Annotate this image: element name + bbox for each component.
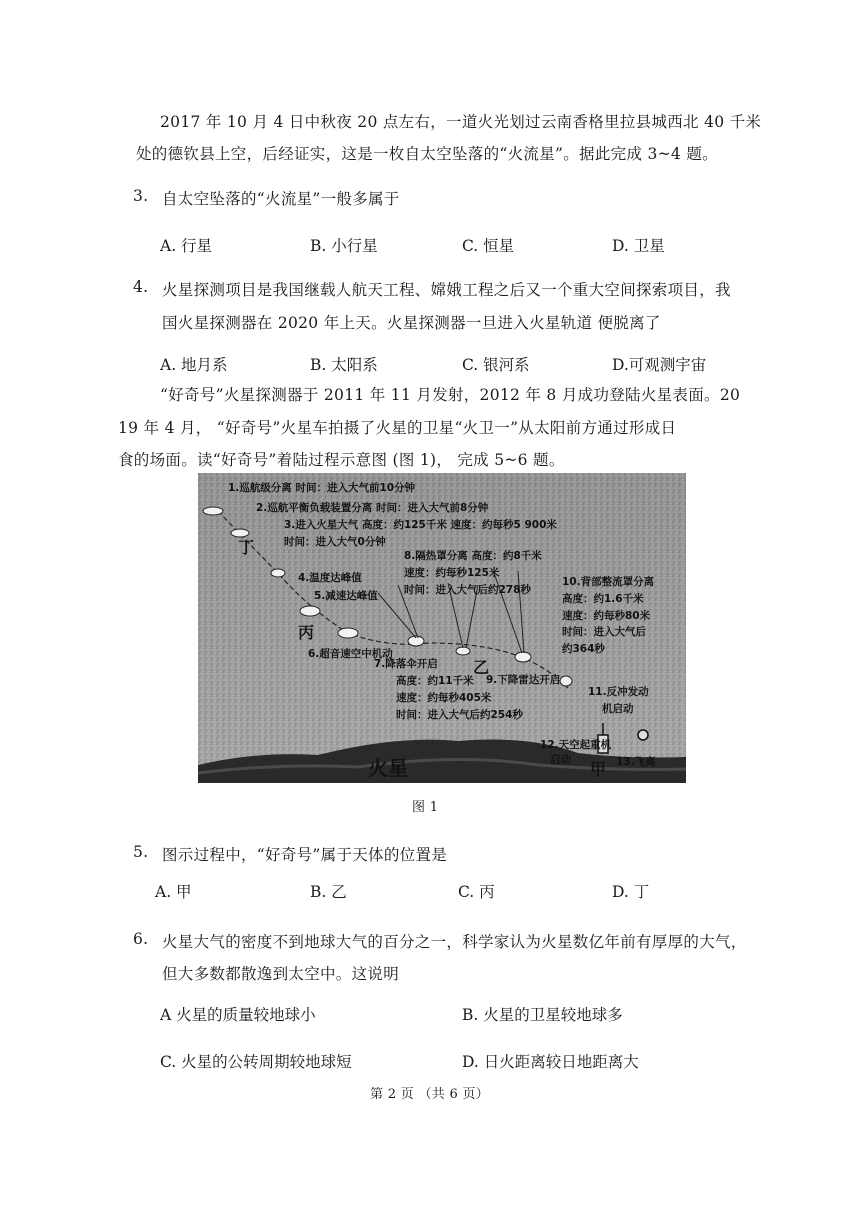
figure-step-label: 6.超音速空中机动 [308,648,393,660]
landing-process-figure [198,473,686,783]
figure-step-label: 11.反冲发动 [588,686,649,698]
figure-step-label: 2.巡航平衡负载装置分离 时间：进入大气前8分钟 [256,502,489,514]
figure-step-label: 时间：进入大气后约278秒 [404,584,531,596]
figure-step-label: 时间：进入大气后 [562,626,646,638]
figure-step-label: 10.背部整流罩分离 [562,576,655,588]
figure-step-label: 5.减速达峰值 [314,590,378,602]
q4-number: 4. [133,278,149,296]
q6-stem-line-1: 火星大气的密度不到地球大气的百分之一，科学家认为火星数亿年前有厚厚的大气， [162,933,747,951]
q3-stem: 自太空坠落的“火流星”一般多属于 [162,190,400,208]
q4-option-b: B. 太阳系 [310,356,378,374]
figure-step-label: 速度：约每秒125米 [404,567,500,579]
q5-stem: 图示过程中，“好奇号”属于天体的位置是 [162,846,448,864]
figure-step-label: 13.飞离 [616,756,656,768]
page-footer: 第 2 页 （共 6 页） [370,1087,490,1102]
figure-step-label: 约364秒 [562,643,605,655]
q6-option-d: D. 日火距离较日地距离大 [462,1053,639,1071]
q6-number: 6. [133,930,149,948]
q4-option-a: A. 地月系 [160,356,228,374]
figure-step-label: 高度：约11千米 [396,675,474,687]
figure-step-label: 时间：进入大气后约254秒 [396,709,523,721]
figure-step-label: 4.温度达峰值 [298,572,362,584]
figure-step-label: 9.下降雷达开启 [486,674,561,686]
q6-option-c: C. 火星的公转周期较地球短 [160,1053,352,1071]
figure-step-label: 8.隔热罩分离 高度：约8千米 [404,550,542,562]
planet-label: 火星 [368,756,408,780]
figure-step-label: 12.天空起重机 [540,739,612,751]
q5-option-b: B. 乙 [310,883,347,901]
q3-option-a: A. 行星 [160,237,213,255]
intro2-line-2: 19 年 4 月， “好奇号”火星车拍摄了火星的卫星“火卫一”从太阳前方通过形成日 [118,419,677,437]
q3-option-b: B. 小行星 [310,237,378,255]
q3-option-c: C. 恒星 [462,237,515,255]
q5-number: 5. [133,843,149,861]
position-jia: 甲 [590,760,607,779]
position-yi: 乙 [473,658,490,677]
q4-stem-line-1: 火星探测项目是我国继载人航天工程、嫦娥工程之后又一个重大空间探索项目，我 [162,281,731,299]
q6-option-b: B. 火星的卫星较地球多 [462,1006,623,1024]
q3-option-d: D. 卫星 [612,237,665,255]
figure-step-label: 机启动 [602,703,634,715]
figure-caption: 图 1 [412,800,439,815]
intro2-line-3: 食的场面。读“好奇号”着陆过程示意图 (图 1)， 完成 5~6 题。 [118,451,565,469]
position-ding: 丁 [238,538,255,557]
figure-step-label: 1.巡航级分离 时间：进入大气前10分钟 [228,482,416,494]
q3-number: 3. [133,187,149,205]
figure-step-label: 时间：进入大气0分钟 [284,536,386,548]
figure-step-label: 高度：约1.6千米 [562,593,644,605]
q5-option-a: A. 甲 [155,883,192,901]
figure-step-label: 7.降落伞开启 [374,658,438,670]
q5-option-c: C. 丙 [458,883,495,901]
q4-option-c: C. 银河系 [462,356,530,374]
figure-step-label: 启动 [550,754,571,766]
figure-step-label: 速度：约每秒405米 [396,692,492,704]
q4-option-d: D.可观测宇宙 [612,356,707,374]
intro-line-2: 处的德钦县上空，后经证实，这是一枚自太空坠落的“火流星”。据此完成 3~4 题。 [136,145,718,163]
q4-stem-line-2: 国火星探测器在 2020 年上天。火星探测器一旦进入火星轨道 便脱离了 [162,314,661,332]
figure-step-label: 3.进入火星大气 高度：约125千米 速度：约每秒5 900米 [284,519,557,531]
q6-option-a: A 火星的质量较地球小 [160,1006,316,1024]
position-bing: 丙 [298,623,315,642]
q5-option-d: D. 丁 [612,883,650,901]
intro2-line-1: “好奇号”火星探测器于 2011 年 11 月发射，2012 年 8 月成功登陆火星表面。20 [160,386,741,404]
figure-step-label: 速度：约每秒80米 [562,610,651,622]
q6-stem-line-2: 但大多数都散逸到太空中。这说明 [162,965,400,983]
intro-line-1: 2017 年 10 月 4 日中秋夜 20 点左右，一道火光划过云南香格里拉县城西北 40 千米 [160,113,762,131]
